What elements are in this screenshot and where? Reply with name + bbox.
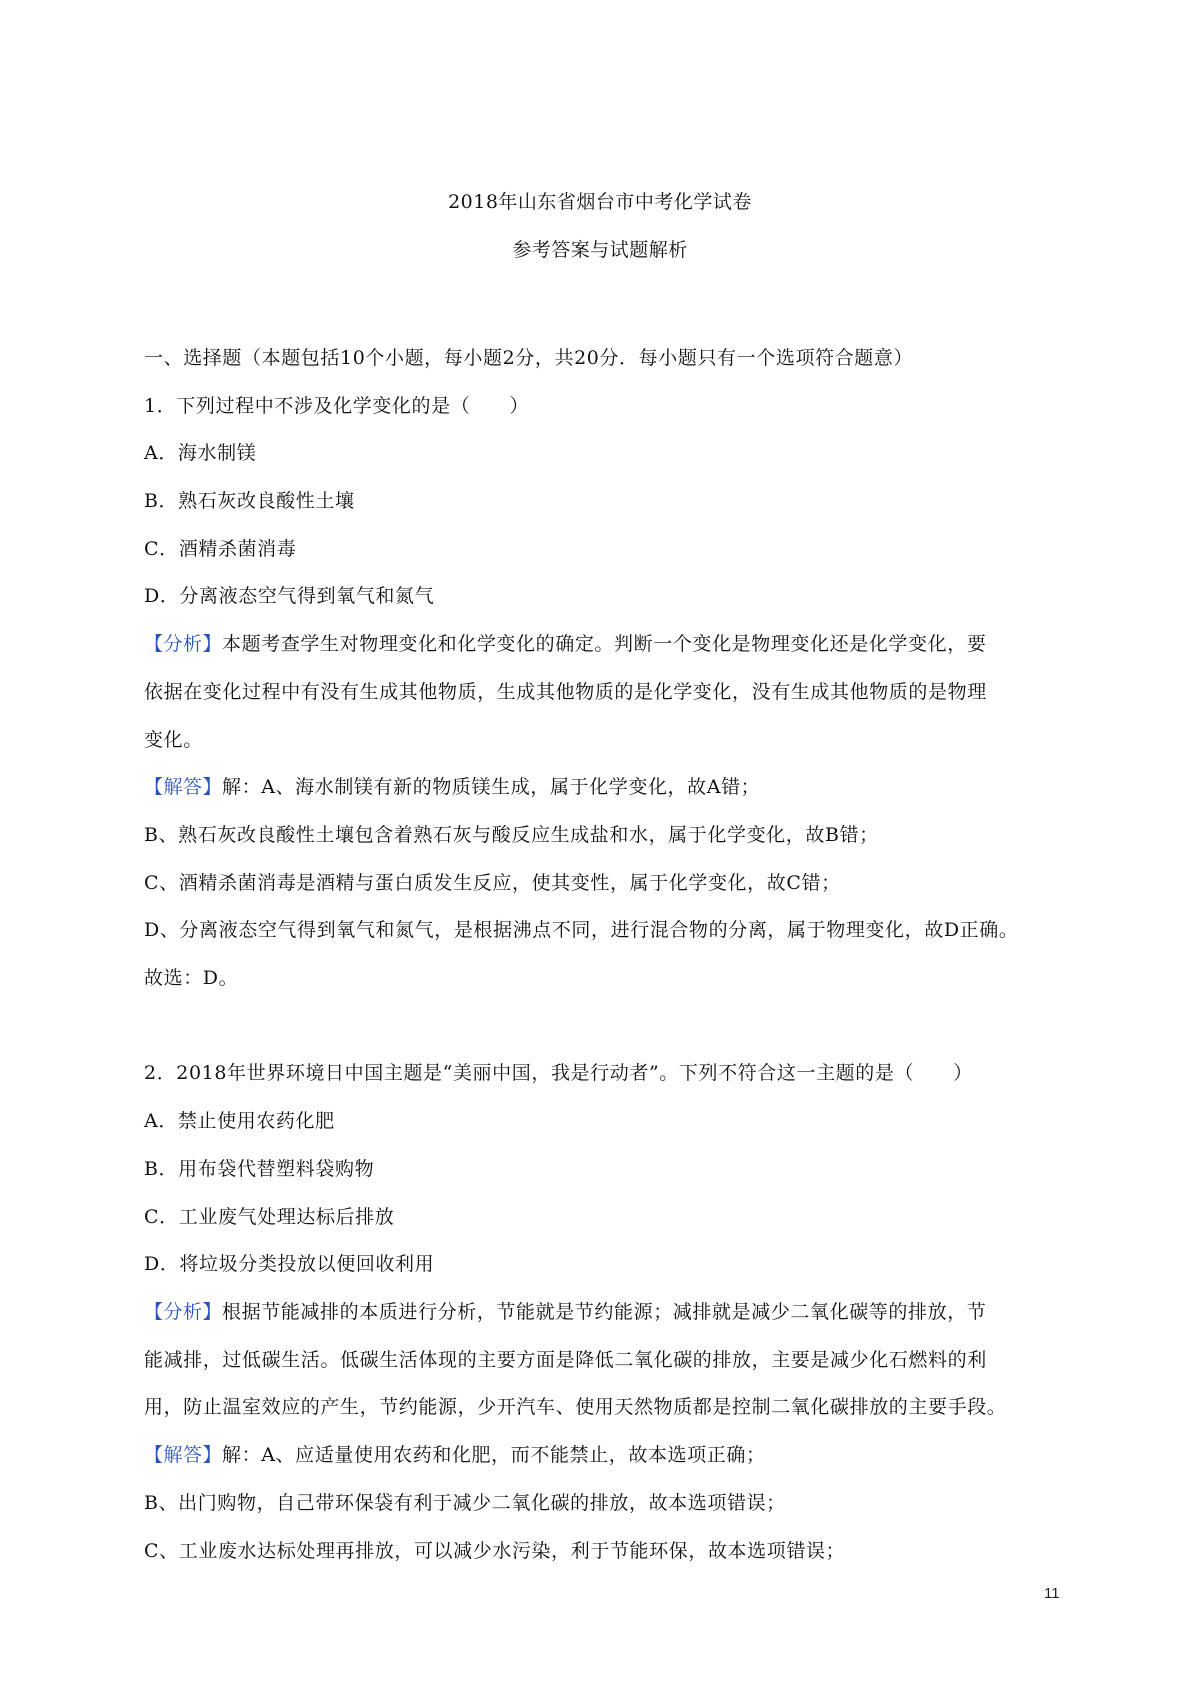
- analysis-tag: 【分析】: [144, 1301, 223, 1323]
- document-title: 2018年山东省烟台市中考化学试卷: [448, 191, 752, 213]
- q2-option-b: B．用布袋代替塑料袋购物: [144, 1158, 375, 1180]
- q2-answer-line-2: B、出门购物，自己带环保袋有利于减少二氧化碳的排放，故本选项错误；: [144, 1492, 786, 1514]
- q2-analysis-line-2: 能减排，过低碳生活。低碳生活体现的主要方面是降低二氧化碳的排放，主要是减少化石燃料的利: [144, 1349, 987, 1371]
- q2-answer-text-1: 解：A、应适量使用农药和化肥，而不能禁止，故本选项正确；: [222, 1444, 766, 1466]
- document-subtitle: 参考答案与试题解析: [512, 239, 688, 261]
- q1-answer-line-5: 故选：D。: [144, 967, 239, 989]
- q2-option-c: C．工业废气处理达标后排放: [144, 1206, 395, 1228]
- q1-analysis-line-1: [144, 630, 1074, 658]
- q2-option-d: D．将垃圾分类投放以便回收利用: [144, 1253, 435, 1275]
- analysis-tag: 【分析】: [144, 633, 223, 655]
- q1-option-b: B．熟石灰改良酸性土壤: [144, 490, 355, 512]
- answer-tag: 【解答】: [144, 776, 223, 798]
- section-heading: 一、选择题（本题包括10个小题，每小题2分，共20分．每小题只有一个选项符合题意）: [144, 347, 914, 369]
- q2-answer-line-1: [144, 1441, 1074, 1469]
- q2-answer-line-3: C、工业废水达标处理再排放，可以减少水污染，利于节能环保，故本选项错误；: [144, 1540, 846, 1562]
- q1-answer-line-1: [144, 773, 1074, 801]
- q1-analysis-text-1: 本题考查学生对物理变化和化学变化的确定。判断一个变化是物理变化还是化学变化，要: [222, 633, 987, 655]
- q1-option-c: C．酒精杀菌消毒: [144, 538, 297, 560]
- q2-analysis-line-1: [144, 1298, 1074, 1326]
- q1-analysis-line-2: 依据在变化过程中有没有生成其他物质，生成其他物质的是化学变化，没有生成其他物质的是物理: [144, 681, 987, 703]
- q2-option-a: A．禁止使用农药化肥: [144, 1110, 335, 1132]
- q1-answer-line-4: D、分离液态空气得到氧气和氮气，是根据沸点不同，进行混合物的分离，属于物理变化，故D正确。: [144, 919, 1019, 941]
- q1-answer-line-3: C、酒精杀菌消毒是酒精与蛋白质发生反应，使其变性，属于化学变化，故C错；: [144, 872, 841, 894]
- q1-answer-text-1: 解：A、海水制镁有新的物质镁生成，属于化学变化，故A错；: [222, 776, 761, 798]
- q1-option-d: D．分离液态空气得到氧气和氮气: [144, 585, 435, 607]
- q2-stem: 2．2018年世界环境日中国主题是“美丽中国，我是行动者”。下列不符合这一主题的是（ ）: [144, 1062, 973, 1084]
- q2-analysis-line-3: 用，防止温室效应的产生，节约能源，少开汽车、使用天然物质都是控制二氧化碳排放的主要手段。: [144, 1396, 1007, 1418]
- answer-tag: 【解答】: [144, 1444, 223, 1466]
- q2-analysis-text-1: 根据节能减排的本质进行分析，节能就是节约能源；减排就是减少二氧化碳等的排放，节: [222, 1301, 987, 1323]
- q1-answer-line-2: B、熟石灰改良酸性土壤包含着熟石灰与酸反应生成盐和水，属于化学变化，故B错；: [144, 824, 879, 846]
- q1-option-a: A．海水制镁: [144, 442, 257, 464]
- q1-analysis-line-3: 变化。: [144, 729, 203, 751]
- page-number: 11: [1044, 1585, 1060, 1602]
- q1-stem: 1．下列过程中不涉及化学变化的是（ ）: [144, 395, 530, 417]
